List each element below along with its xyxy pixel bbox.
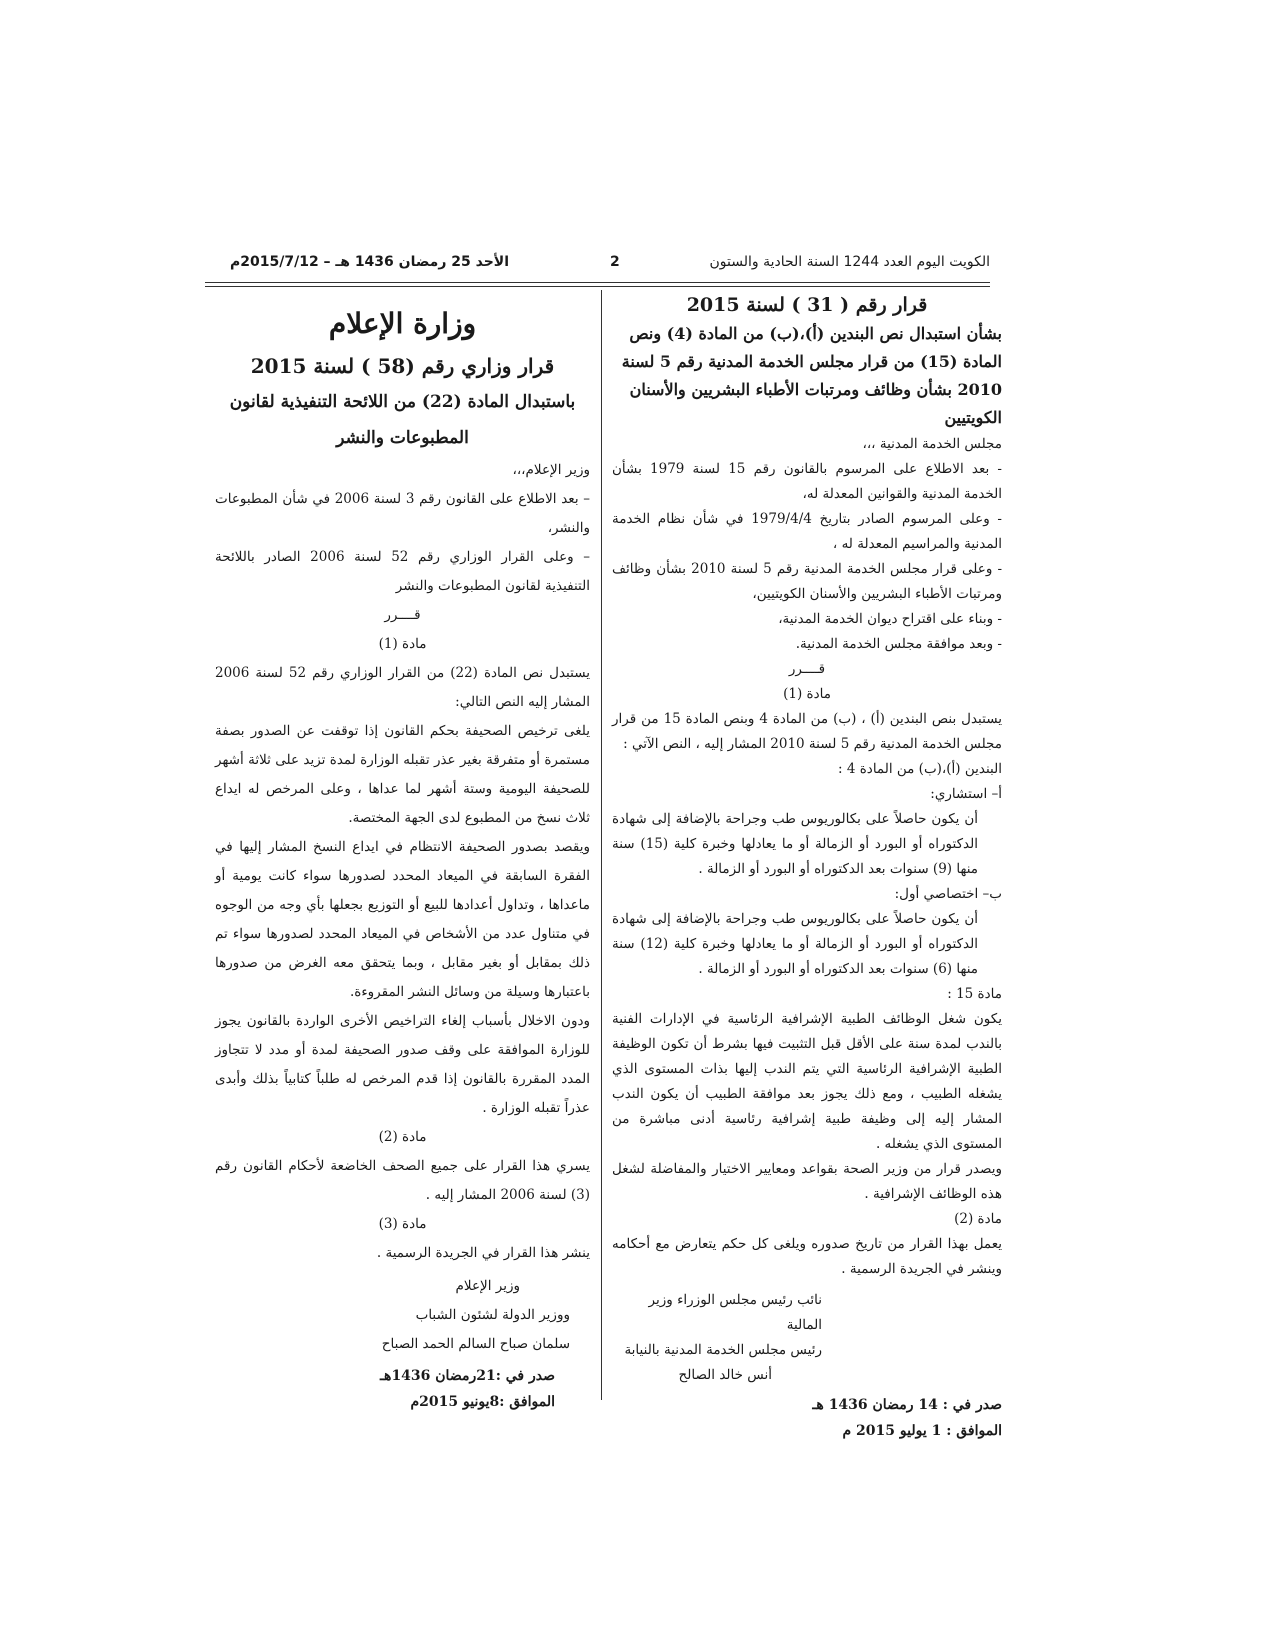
preamble-approval: - وبعد موافقة مجلس الخدمة المدنية. — [795, 636, 1002, 652]
article-2-text: يعمل بهذا القرار من تاريخ صدوره ويلغى كل حكم يتعارض مع أحكامه وينشر في الجريدة الرسمية . — [612, 1236, 1002, 1277]
signatory-title-2: رئيس مجلس الخدمة المدنية بالنيابة — [624, 1342, 822, 1358]
decision-title: قرار رقم ( 31 ) لسنة 2015 — [686, 294, 928, 316]
gazette-issue: الكويت اليوم العدد 1244 السنة الحادية والستون — [709, 254, 990, 270]
signatory-name: أنس خالد الصالح — [678, 1367, 772, 1383]
decision-subject-line-2: المطبوعات والنشر — [336, 428, 469, 448]
item-a-text: أن يكون حاصلاً على بكالوريوس طب وجراحة بالإضافة إلى شهادة الدكتوراه أو البورد أو الزمالة أو ما يعادلها وخبرة كلية (15) سنة منها (9) سنوات بعد الدكتوراه أو البورد أو الزمالة . — [612, 811, 978, 877]
signatory-title-1: وزير الإعلام — [455, 1278, 520, 1294]
signatory-title-2: ووزير الدولة لشئون الشباب — [415, 1307, 570, 1323]
decided-heading: قــــرر — [384, 607, 421, 623]
article-1-heading: مادة (1) — [783, 686, 831, 702]
article-1-heading: مادة (1) — [378, 636, 427, 652]
preamble-proposal: - وبناء على اقتراح ديوان الخدمة المدنية، — [778, 611, 1002, 627]
column-divider — [601, 290, 602, 1400]
decision-subject-line-1: باستبدال المادة (22) من اللائحة التنفيذية لقانون — [229, 392, 576, 412]
article-2-text: يسري هذا القرار على جميع الصحف الخاضعة لأحكام القانون رقم (3) لسنة 2006 المشار إليه . — [215, 1158, 590, 1203]
article-15-heading: مادة 15 : — [947, 986, 1002, 1002]
item-a-label: أ– استشاري: — [930, 786, 1002, 802]
article-1-intro: يستبدل نص المادة (22) من القرار الوزاري رقم 52 لسنة 2006 المشار إليه النص التالي: — [215, 665, 590, 710]
page-header — [230, 250, 990, 280]
header-rule — [205, 282, 990, 287]
preamble-minister: وزير الإعلام،،، — [512, 462, 590, 478]
issue-date: الأحد 25 رمضان 1436 هـ – 2015/7/12م — [230, 254, 510, 270]
article-2-heading: مادة (2) — [378, 1129, 427, 1145]
decision-title: قرار وزاري رقم (58 ) لسنة 2015 — [250, 354, 555, 378]
left-column — [215, 300, 590, 1415]
page-number: 2 — [610, 254, 620, 270]
preamble-law: – بعد الاطلاع على القانون رقم 3 لسنة 2006 في شأن المطبوعات والنشر، — [215, 491, 590, 536]
article-15-para-1: يكون شغل الوظائف الطبية الإشرافية الرئاسية في الإدارات الفنية بالندب لمدة سنة على الأقل قبل التثبيت فيها بشرط أن تكون الوظيفة الطبية الإشرافية الرئاسية التي يتم الندب إليها بذات المستوى الذي يشغله الطبيب ، ومع ذلك يجوز بعد موافقة الطبيب أن يكون الندب المشار إليه إلى وظيفة طبية إشرافية رئاسية أدنى مباشرة من المستوى الذي يشغله . — [612, 1011, 1002, 1152]
issued-date-gregorian: الموافق :8يونيو 2015م — [410, 1394, 555, 1410]
article-1-intro: يستبدل بنص البندين (أ) ، (ب) من المادة 4 وبنص المادة 15 من قرار مجلس الخدمة المدنية رقم 5 لسنة 2010 المشار إليه ، النص الآتي : — [612, 711, 1002, 752]
preamble-law: - بعد الاطلاع على المرسوم بالقانون رقم 15 لسنة 1979 بشأن الخدمة المدنية والقوانين المعدلة له، — [612, 461, 1002, 502]
article-2-heading: مادة (2) — [954, 1211, 1002, 1227]
right-column — [612, 290, 1002, 1444]
article-1-para-1: يلغى ترخيص الصحيفة بحكم القانون إذا توقفت عن الصدور بصفة مستمرة أو متفرقة بغير عذر تقبله الوزارة لمدة تزيد على ثلاثة أشهر للصحيفة اليومية وستة أشهر لما عداها ، وعلى المرخص له ايداع ثلاث نسخ من المطبوع لدى الجهة المختصة. — [215, 723, 590, 826]
preamble-regulation: – وعلى القرار الوزاري رقم 52 لسنة 2006 الصادر باللائحة التنفيذية لقانون المطبوعات والنشر — [215, 549, 590, 594]
article-1-para-2: ويقصد بصدور الصحيفة الانتظام في ايداع النسخ المشار إليها في الفقرة السابقة في الميعاد المحدد لصدورها سواء كانت يومية أو ماعداها ، وتداول أعدادها للبيع أو التوزيع بجعلها بأي وجه من الوجوه في متناول عدد من الأشخاص في الميعاد المحدد لصدورها سواء تم ذلك بمقابل أو بغير مقابل ، وبما يتحقق معه الغرض من صدورها باعتبارها وسيلة من وسائل النشر المقروءة. — [215, 839, 590, 1000]
decided-heading: قــــرر — [788, 661, 826, 677]
signatory-title-1: نائب رئيس مجلس الوزراء وزير المالية — [648, 1292, 822, 1333]
preamble-council-decision: - وعلى قرار مجلس الخدمة المدنية رقم 5 لسنة 2010 بشأن وظائف ومرتبات الأطباء البشريين والأسنان الكويتيين، — [612, 561, 1003, 602]
preamble-decree: - وعلى المرسوم الصادر بتاريخ 1979/4/4 في شأن نظام الخدمة المدنية والمراسيم المعدلة له ، — [612, 511, 1002, 552]
item-b-text: أن يكون حاصلاً على بكالوريوس طب وجراحة بالإضافة إلى شهادة الدكتوراه أو البورد أو الزمالة أو ما يعادلها وخبرة كلية (12) سنة منها (6) سنوات بعد الدكتوراه أو البورد أو الزمالة . — [612, 911, 978, 977]
signatory-name: سلمان صباح السالم الحمد الصباح — [381, 1336, 570, 1352]
issued-date-hijri: صدر في : 14 رمضان 1436 هـ — [812, 1397, 1002, 1413]
issued-date-gregorian: الموافق : 1 يوليو 2015 م — [842, 1423, 1002, 1439]
item-b-label: ب– اختصاصي أول: — [894, 886, 1002, 902]
article-4-subheading: البندين (أ)،(ب) من المادة 4 : — [838, 761, 1002, 777]
ministry-title: وزارة الإعلام — [328, 307, 477, 340]
article-3-text: ينشر هذا القرار في الجريدة الرسمية . — [376, 1245, 590, 1261]
issued-date-hijri: صدر في :21رمضان 1436هـ — [379, 1368, 555, 1384]
preamble-council: مجلس الخدمة المدنية ،،، — [862, 436, 1002, 452]
article-3-heading: مادة (3) — [378, 1216, 427, 1232]
article-15-para-2: ويصدر قرار من وزير الصحة بقواعد ومعايير الاختيار والمفاضلة لشغل هذه الوظائف الإشرافية . — [612, 1161, 1002, 1202]
article-1-para-3: ودون الاخلال بأسباب إلغاء التراخيص الأخرى الواردة بالقانون يجوز للوزارة الموافقة على وقف صدور الصحيفة لمدة أو مدد لا تتجاوز المدد المقررة بالقانون إذا قدم المرخص له طلباً كتابياً بذلك وأبدى عذراً تقبله الوزارة . — [215, 1013, 590, 1116]
decision-subject: بشأن استبدال نص البندين (أ)،(ب) من المادة (4) ونص المادة (15) من قرار مجلس الخدمة المدنية رقم 5 لسنة 2010 بشأن وظائف ومرتبات الأطباء البشريين والأسنان الكويتيين — [621, 324, 1002, 427]
